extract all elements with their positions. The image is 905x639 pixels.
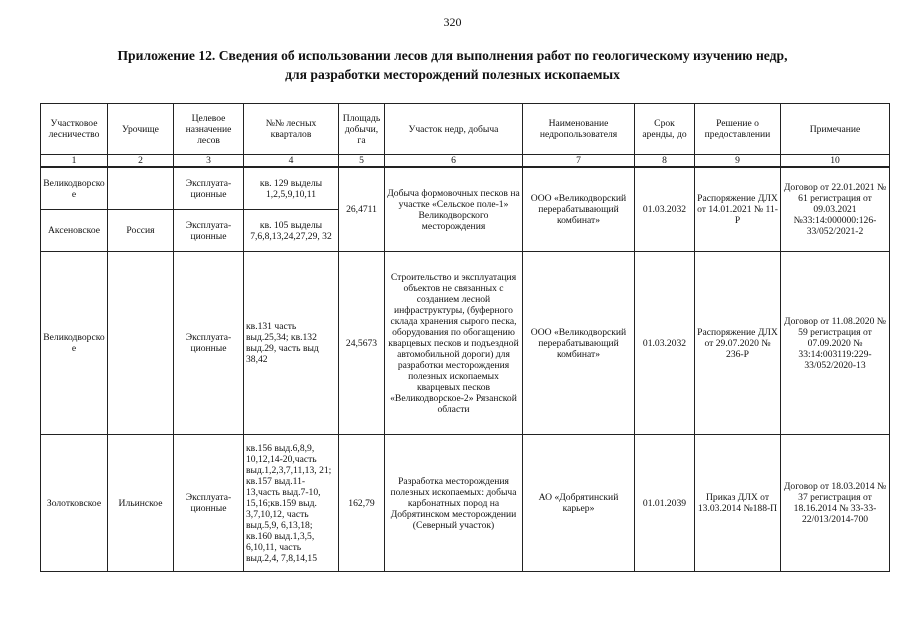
header-purpose: Целевое назначение лесов [174, 104, 244, 155]
column-number-row [41, 155, 890, 168]
quarters-cell: кв.131 часть выд.25,34; кв.132 выд.29, часть выд 38,42 [244, 252, 339, 435]
tract-cell [108, 167, 174, 210]
title-line-2: для разработки месторождений полезных ископаемых [285, 67, 620, 82]
column-number: 1 [41, 155, 108, 168]
purpose-cell: Эксплуата-ционные [174, 252, 244, 435]
area-cell: 162,79 [339, 435, 385, 572]
table-row [41, 435, 890, 572]
document-title [60, 46, 845, 84]
table-row [41, 167, 890, 210]
column-number: 9 [695, 155, 781, 168]
quarters-cell: кв. 105 выделы 7,6,8,13,24,27,29, 32 [244, 210, 339, 252]
column-number: 2 [108, 155, 174, 168]
header-row [41, 104, 890, 155]
term-cell: 01.03.2032 [635, 167, 695, 252]
column-number: 3 [174, 155, 244, 168]
column-number: 4 [244, 155, 339, 168]
forestry-cell: Великодворское [41, 167, 108, 210]
header-quarters: №№ лесных кварталов [244, 104, 339, 155]
note-cell: Договор от 11.08.2020 № 59 регистрация от 07.09.2020 № 33:14:003119:229-33/052/2020-13 [781, 252, 890, 435]
term-cell: 01.03.2032 [635, 252, 695, 435]
decision-cell: Распоряжение ДЛХ от 29.07.2020 № 236-Р [695, 252, 781, 435]
header-area: Площадь добычи, га [339, 104, 385, 155]
page-number: 320 [443, 15, 462, 29]
note-cell: Договор от 22.01.2021 № 61 регистрация от 09.03.2021 №33:14:000000:126-33/052/2021-2 [781, 167, 890, 252]
area-cell: 24,5673 [339, 252, 385, 435]
column-number: 6 [385, 155, 523, 168]
term-cell: 01.01.2039 [635, 435, 695, 572]
header-decision: Решение о предоставлении [695, 104, 781, 155]
title-line-1: Приложение 12. Сведения об использовании лесов для выполнения работ по геологическому изучению недр, [117, 48, 788, 63]
site-cell: Разработка месторождения полезных ископаемых: добыча карбонатных пород на Добрятинском месторождении (Северный участок) [385, 435, 523, 572]
tract-cell: Ильинское [108, 435, 174, 572]
column-number: 10 [781, 155, 890, 168]
header-term: Срок аренды, до [635, 104, 695, 155]
purpose-cell: Эксплуата-ционные [174, 210, 244, 252]
forestry-cell: Золотковское [41, 435, 108, 572]
table-row [41, 252, 890, 435]
forestry-cell: Великодворское [41, 252, 108, 435]
quarters-cell: кв.156 выд.6,8,9, 10,12,14-20,часть выд.1,2,3,7,11,13, 21; кв.157 выд.11-13,часть выд.7-10, 15,16;кв.159 выд. 3,7,10,12, часть выд.5,9, 6,13,18; кв.160 выд.1,3,5, 6,10,11, часть выд.2,4, 7,8,14,15 [244, 435, 339, 572]
forest-use-table [40, 103, 890, 572]
purpose-cell: Эксплуата-ционные [174, 435, 244, 572]
header-note: Примечание [781, 104, 890, 155]
header-forestry: Участковое лесничество [41, 104, 108, 155]
column-number: 7 [523, 155, 635, 168]
header-site: Участок недр, добыча [385, 104, 523, 155]
tract-cell [108, 252, 174, 435]
forestry-cell: Аксеновское [41, 210, 108, 252]
column-number: 5 [339, 155, 385, 168]
purpose-cell: Эксплуата-ционные [174, 167, 244, 210]
decision-cell: Приказ ДЛХ от 13.03.2014 №188-П [695, 435, 781, 572]
header-user: Наименование недропользователя [523, 104, 635, 155]
user-cell: ООО «Великодворский перерабатывающий комбинат» [523, 252, 635, 435]
quarters-cell: кв. 129 выделы 1,2,5,9,10,11 [244, 167, 339, 210]
tract-cell: Россия [108, 210, 174, 252]
area-cell: 26,4711 [339, 167, 385, 252]
user-cell: АО «Добрятинский карьер» [523, 435, 635, 572]
header-tract: Урочище [108, 104, 174, 155]
note-cell: Договор от 18.03.2014 № 37 регистрация от 18.16.2014 № 33-33-22/013/2014-700 [781, 435, 890, 572]
site-cell: Добыча формовочных песков на участке «Сельское поле-1» Великодворского месторождения [385, 167, 523, 252]
column-number: 8 [635, 155, 695, 168]
user-cell: ООО «Великодворский перерабатывающий комбинат» [523, 167, 635, 252]
site-cell: Строительство и эксплуатация объектов не связанных с созданием лесной инфраструктуры, (буферного склада хранения сырого песка, оборудования по обогащению кварцевых песков и подъездной автомобильной дороги) для разработки месторождения полезных ископаемых кварцевых песков «Великодворское-2» Рязанской области [385, 252, 523, 435]
decision-cell: Распоряжение ДЛХ от 14.01.2021 № 11-Р [695, 167, 781, 252]
